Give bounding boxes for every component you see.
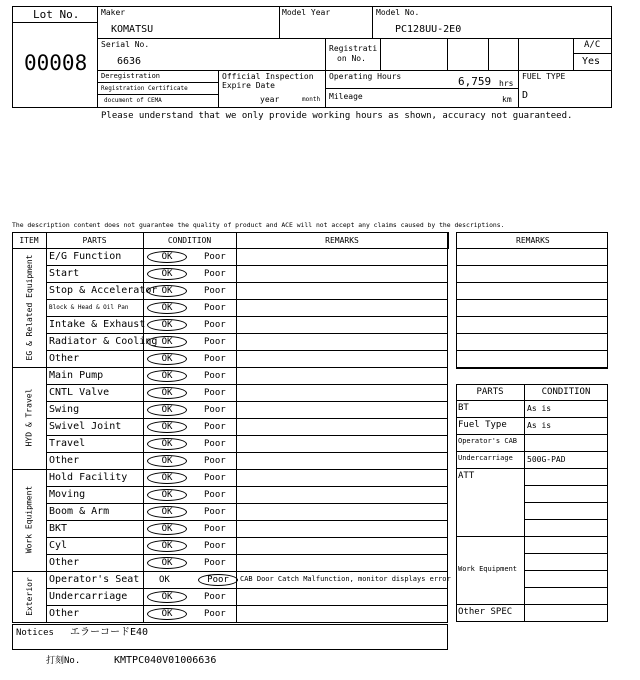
spec-part-name: BT [458, 403, 469, 413]
registration-label-1: Registrati [329, 44, 378, 53]
spec-condition-cell [524, 553, 608, 571]
poor-option: Poor [204, 558, 226, 568]
part-name: Hold Facility [49, 472, 128, 483]
spec-condition-cell [524, 502, 608, 520]
notices-label: Notices [16, 628, 54, 638]
right-remarks-label: REMARKS [516, 236, 550, 245]
part-name: Boom & Arm [49, 506, 110, 517]
ok-option: OK [147, 251, 187, 263]
column-header: ITEM [19, 236, 39, 245]
spec-part-name: Operator's CAB [458, 437, 518, 445]
spec-part-name: Undercarriage [458, 454, 513, 462]
year-label: year [260, 95, 280, 104]
reg-box-3 [488, 38, 519, 71]
remark-cell [236, 367, 448, 385]
poor-option: Poor [204, 269, 226, 279]
spec-part-name: Other SPEC [458, 607, 513, 617]
remark-cell [236, 282, 448, 300]
column-header: CONDITION [167, 236, 212, 245]
ok-option: OK [147, 353, 187, 365]
spec-condition-value: As is [527, 404, 552, 413]
ok-option: OK [147, 421, 187, 433]
hrs-unit: hrs [499, 79, 514, 88]
ok-option: OK [147, 404, 187, 416]
spec-col-parts: PARTS [476, 387, 504, 397]
part-name: Other [49, 608, 80, 619]
poor-option: Poor [204, 609, 226, 619]
spec-condition-value: 500G-PAD [527, 455, 566, 464]
remark-line [456, 265, 608, 283]
column-header: REMARKS [325, 236, 359, 245]
spec-condition-cell [524, 468, 608, 486]
mileage-label: Mileage [329, 92, 363, 101]
spec-condition-cell [524, 434, 608, 452]
stamp-value: KMTPC040V01006636 [114, 655, 217, 666]
lot-number: 00008 [24, 51, 88, 75]
part-name: Travel [49, 438, 86, 449]
notices-text: エラーコードE40 [70, 627, 149, 638]
poor-option: Poor [204, 439, 226, 449]
reg-cert-label: Registration Certificate [101, 85, 188, 92]
poor-option: Poor [204, 422, 226, 432]
ok-option: OK [147, 557, 187, 569]
group-label: EG & Related Equipment [24, 254, 34, 360]
spec-condition-cell [524, 587, 608, 605]
remark-line [456, 316, 608, 334]
group-label: Work Equipment [24, 485, 34, 554]
part-name: Intake & Exhaust [49, 319, 146, 330]
registration-label-2: on No. [337, 54, 366, 63]
part-name: Other [49, 557, 80, 568]
poor-option: Poor [204, 541, 226, 551]
remark-cell [236, 435, 448, 453]
spec-part-name: Work Equipment [458, 565, 518, 573]
ok-option: OK [147, 319, 187, 331]
serial-label: Serial No. [101, 40, 150, 49]
remark-cell [236, 503, 448, 521]
ok-option: OK [147, 370, 187, 382]
part-name: Stop & Accelerator [49, 285, 158, 296]
poor-option: Poor [204, 524, 226, 534]
remark-cell [236, 299, 448, 317]
poor-option: Poor [204, 354, 226, 364]
poor-option: Poor [204, 473, 226, 483]
maker-label: Maker [101, 8, 126, 17]
part-name: Undercarriage [49, 591, 128, 602]
poor-option: Poor [204, 592, 226, 602]
part-name: Start [49, 268, 80, 279]
part-name: Radiator & Cooling [49, 336, 158, 347]
ac-label: A/C [584, 40, 601, 50]
remark-cell [236, 316, 448, 334]
spec-condition-cell [524, 519, 608, 537]
poor-option: Poor [204, 371, 226, 381]
remark-cell [236, 401, 448, 419]
maker-value: KOMATSU [111, 24, 154, 35]
column-header: PARTS [82, 236, 107, 245]
hours-note: Please understand that we only provide working hours as shown, accuracy not guaranteed. [101, 111, 573, 121]
group-label: HYD & Travel [24, 388, 34, 447]
remark-cell [236, 554, 448, 572]
remark-cell [236, 452, 448, 470]
remark-cell [236, 248, 448, 266]
inspection-label-1: Official Inspection [222, 72, 314, 81]
model-no-label: Model No. [376, 8, 420, 17]
part-name: Other [49, 353, 80, 364]
fuel-label: FUEL TYPE [522, 72, 566, 81]
reg-box-1 [380, 38, 448, 71]
part-name: Operator's Seat [49, 574, 140, 585]
ac-value: Yes [582, 56, 601, 67]
spec-condition-cell [524, 570, 608, 588]
remark-cell [236, 350, 448, 368]
part-name: BKT [49, 523, 68, 534]
remark-cell [236, 333, 448, 351]
poor-option: Poor [204, 320, 226, 330]
part-name: Cyl [49, 540, 68, 551]
ok-option: OK [147, 608, 187, 620]
spec-part-name: Fuel Type [458, 420, 507, 430]
part-name: CNTL Valve [49, 387, 110, 398]
spec-col-condition: CONDITION [541, 387, 591, 397]
hours-value: 6,759 [458, 75, 492, 88]
part-name: Swing [49, 404, 80, 415]
group-label: Exterior [24, 576, 34, 616]
remark-cell [236, 588, 448, 606]
part-name: Moving [49, 489, 86, 500]
remark-line [456, 282, 608, 300]
remark-line [456, 350, 608, 368]
spec-part-name: ATT [458, 471, 475, 481]
poor-option: Poor [198, 574, 238, 586]
remark-cell [236, 418, 448, 436]
lot-label: Lot No. [33, 8, 80, 21]
poor-option: Poor [204, 286, 226, 296]
part-name: Block & Head & Oil Pan [49, 304, 129, 311]
part-name: Swivel Joint [49, 421, 122, 432]
hours-label: Operating Hours [329, 72, 402, 81]
poor-option: Poor [204, 507, 226, 517]
spec-condition-cell [524, 604, 608, 622]
model-no-value: PC128UU-2E0 [395, 24, 462, 35]
ok-option: OK [147, 455, 187, 467]
remark-line [456, 248, 608, 266]
ok-option: OK [147, 472, 187, 484]
poor-option: Poor [204, 388, 226, 398]
disclaimer: The description content does not guarantee the quality of product and ACE will not accept any claims caused by the descriptions. [12, 221, 505, 229]
remark-line [456, 333, 608, 351]
deregistration-label: Deregistration [101, 72, 161, 80]
reg-box-2 [447, 38, 489, 71]
spec-condition-value: As is [527, 421, 552, 430]
poor-option: Poor [204, 456, 226, 466]
remark-cell [236, 605, 448, 623]
month-label: month [302, 96, 321, 103]
part-name: E/G Function [49, 251, 122, 262]
remark-cell [236, 486, 448, 504]
ok-option: OK [147, 540, 187, 552]
ok-option: OK [147, 438, 187, 450]
spec-condition-cell [524, 536, 608, 554]
ok-option: OK [159, 575, 170, 585]
poor-option: Poor [204, 405, 226, 415]
km-unit: km [502, 95, 512, 104]
ok-option: OK [147, 336, 187, 348]
ok-option: OK [147, 506, 187, 518]
remark-text: CAB Door Catch Malfunction, monitor displays error [240, 575, 451, 583]
ok-option: OK [147, 387, 187, 399]
ok-option: OK [147, 489, 187, 501]
poor-option: Poor [204, 252, 226, 262]
ok-option: OK [147, 591, 187, 603]
stamp-label: 打刻No. [46, 656, 81, 666]
remark-cell [236, 469, 448, 487]
remark-cell [236, 384, 448, 402]
inspection-label-2: Expire Date [222, 81, 275, 90]
ok-option: OK [147, 285, 187, 297]
poor-option: Poor [204, 337, 226, 347]
model-year-label: Model Year [282, 8, 331, 17]
part-name: Main Pump [49, 370, 104, 381]
remark-cell [236, 520, 448, 538]
part-name: Other [49, 455, 80, 466]
serial-value: 6636 [117, 56, 142, 67]
spec-condition-cell [524, 485, 608, 503]
ok-option: OK [147, 302, 187, 314]
remark-cell [236, 537, 448, 555]
ok-option: OK [147, 523, 187, 535]
poor-option: Poor [204, 490, 226, 500]
cema-label: document of CEMA [104, 97, 162, 104]
reg-box-4 [518, 38, 574, 71]
fuel-value: D [522, 90, 529, 101]
remark-cell [236, 265, 448, 283]
poor-option: Poor [204, 303, 226, 313]
remark-line [456, 299, 608, 317]
ok-option: OK [147, 268, 187, 280]
